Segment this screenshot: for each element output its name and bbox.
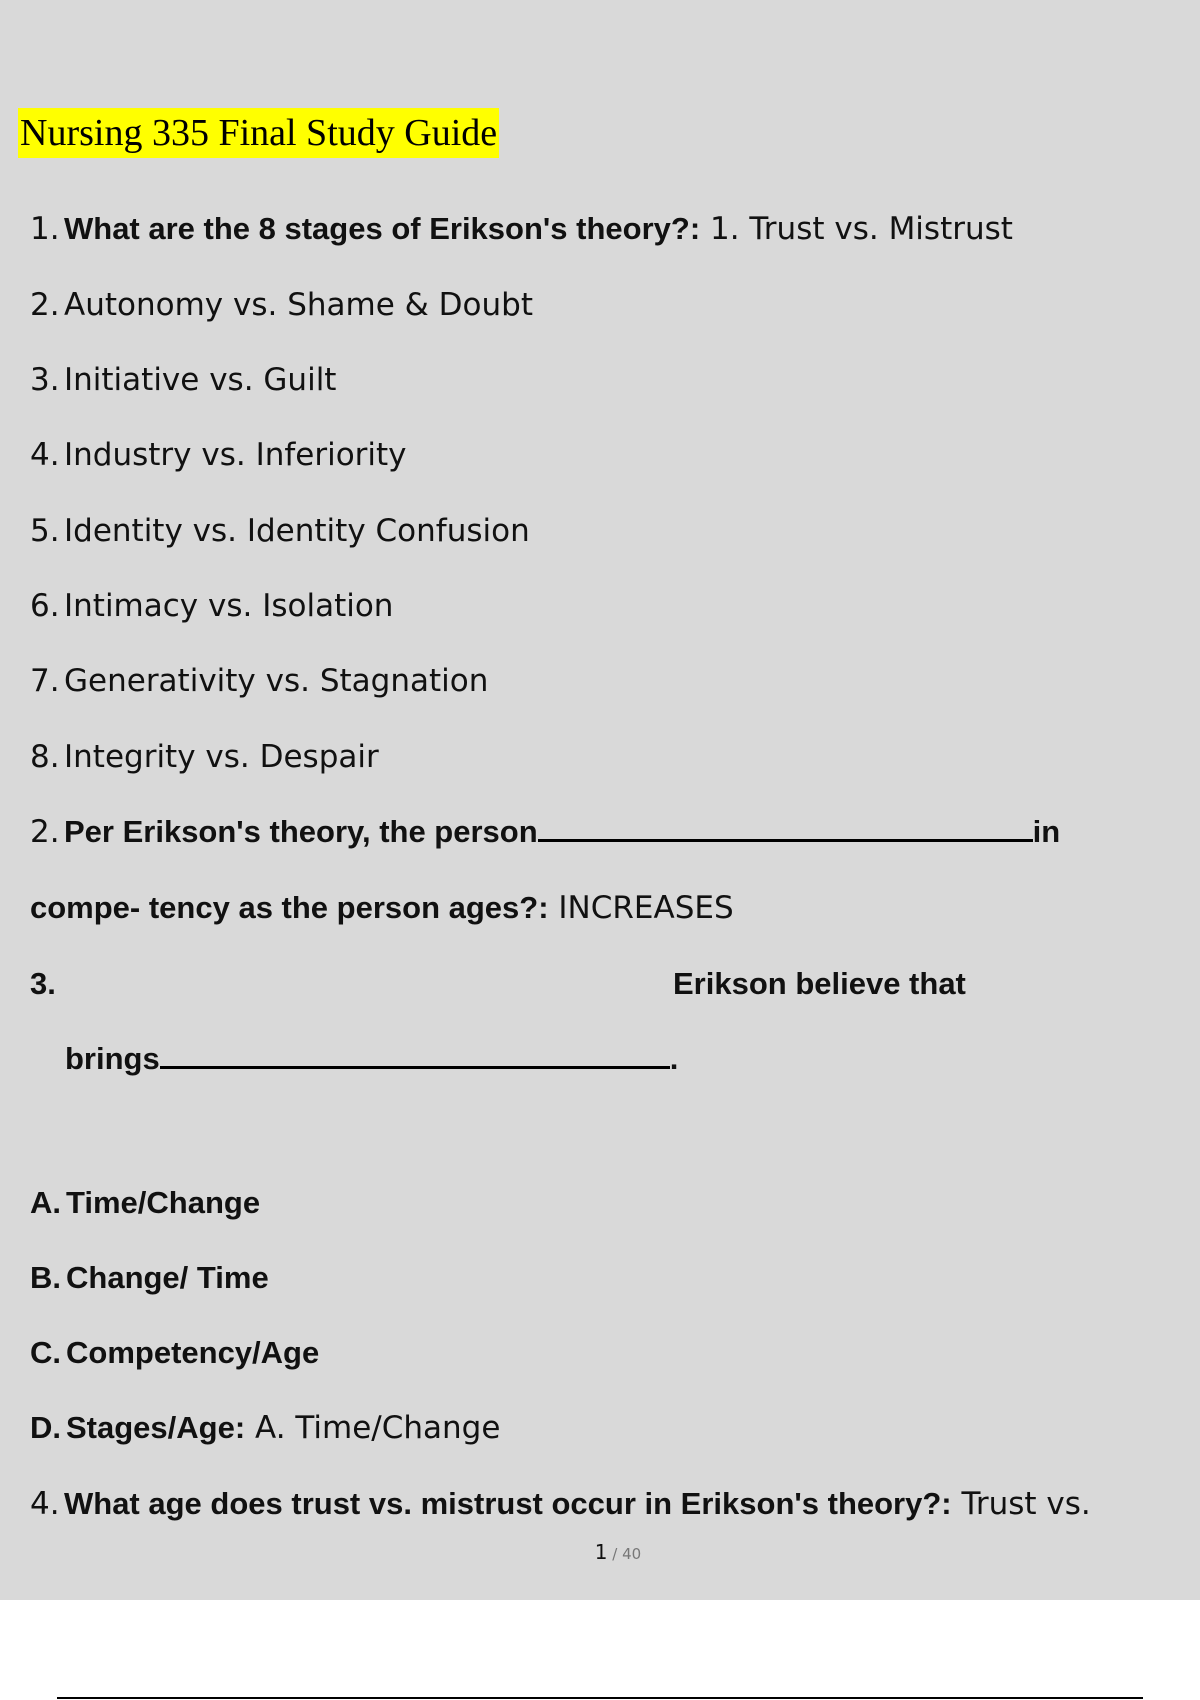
option-letter: C. [30, 1335, 61, 1370]
question-number: 4. [30, 1486, 60, 1522]
stage-number: 5. [30, 513, 60, 549]
next-page-rule [57, 1697, 1143, 1699]
question-4 [30, 1484, 1091, 1524]
option-item [30, 1183, 260, 1223]
option-item [30, 1258, 269, 1298]
stage-item [30, 285, 533, 325]
answer-text: Trust vs. [951, 1486, 1091, 1522]
page-indicator [0, 1540, 1200, 1564]
question-2 [30, 812, 1060, 852]
fill-in-blank [538, 815, 1033, 842]
question-text: What age does trust vs. mistrust occur in Erikson's theory?: [64, 1486, 952, 1521]
stage-text: Initiative vs. Guilt [64, 362, 337, 398]
stage-number: 2. [30, 287, 60, 323]
question-3 [30, 964, 56, 1004]
question-text: brings [65, 1041, 160, 1076]
stage-text: Identity vs. Identity Confusion [64, 513, 530, 549]
option-item [30, 1333, 319, 1373]
stage-item [30, 586, 393, 626]
question-number: 1. [30, 211, 60, 247]
question-text: . [669, 1041, 679, 1076]
page-total: / 40 [607, 1545, 642, 1563]
stage-item [30, 435, 407, 475]
option-text: Stages/Age: [66, 1410, 246, 1445]
stage-item [30, 360, 336, 400]
option-item [30, 1408, 500, 1448]
question-number: 3. [30, 966, 56, 1001]
question-3-continued [65, 1039, 678, 1079]
option-letter: D. [30, 1410, 61, 1445]
option-text: Competency/Age [66, 1335, 320, 1370]
stage-text: Autonomy vs. Shame & Doubt [64, 287, 533, 323]
stage-number: 3. [30, 362, 60, 398]
stage-item [30, 661, 488, 701]
page-current: 1 [594, 1540, 608, 1564]
stage-text: Intimacy vs. Isolation [64, 588, 394, 624]
option-text: Change/ Time [66, 1260, 269, 1295]
answer-text: A. Time/Change [245, 1410, 501, 1446]
option-letter: B. [30, 1260, 61, 1295]
stage-number: 4. [30, 437, 60, 473]
question-1 [30, 209, 1013, 249]
stage-item [30, 511, 530, 551]
stage-text: Generativity vs. Stagnation [64, 663, 489, 699]
document-title: Nursing 335 Final Study Guide [18, 108, 499, 158]
question-2-continued [30, 888, 734, 928]
question-number: 2. [30, 814, 60, 850]
question-text: compe- tency as the person ages?: [30, 890, 549, 925]
question-text: in [1032, 814, 1061, 849]
question-text: What are the 8 stages of Erikson's theory?: [64, 211, 701, 246]
stage-number: 6. [30, 588, 60, 624]
option-letter: A. [30, 1185, 61, 1220]
stage-number: 7. [30, 663, 60, 699]
stage-text: Industry vs. Inferiority [64, 437, 407, 473]
answer-text: INCREASES [548, 890, 734, 926]
stage-number: 8. [30, 739, 60, 775]
stage-item [30, 737, 379, 777]
question-text: Erikson believe that [673, 966, 966, 1001]
fill-in-blank [160, 1042, 670, 1069]
option-text: Time/Change [66, 1185, 261, 1220]
question-text: Per Erikson's theory, the person [64, 814, 538, 849]
answer-text: 1. Trust vs. Mistrust [700, 211, 1013, 247]
stage-text: Integrity vs. Despair [64, 739, 379, 775]
